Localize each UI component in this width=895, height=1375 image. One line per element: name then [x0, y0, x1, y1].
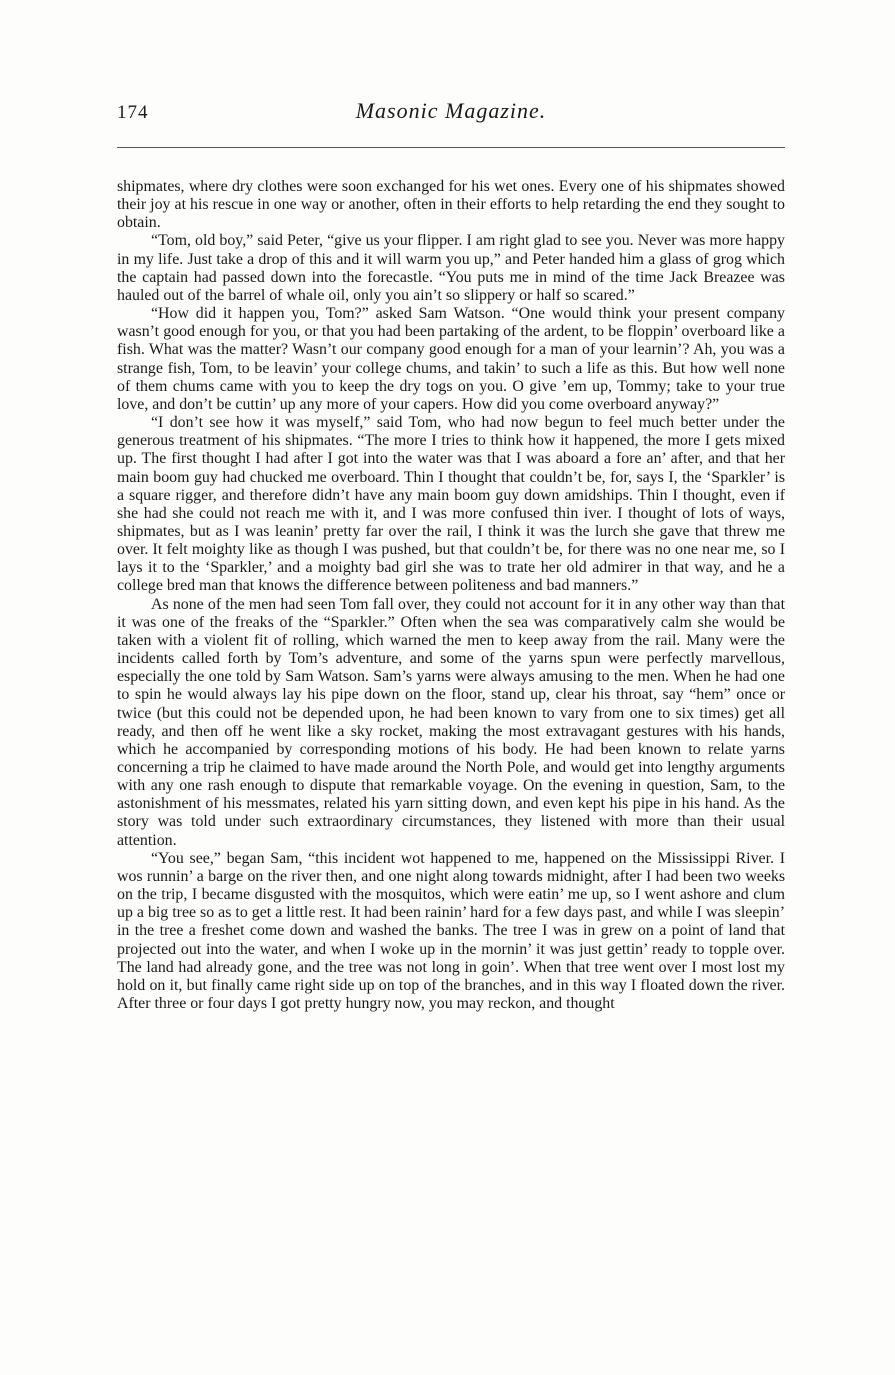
running-title: Masonic Magazine.	[355, 98, 547, 123]
paragraph: “Tom, old boy,” said Peter, “give us your flipper. I am right glad to see you. Never was more happy in my life. Just take a drop of this and it will warm you up,” and Peter handed him a glass of grog which the captain had passed down into the forecastle. “You puts me in mind of the time Jack Breazee was hauled out of the barrel of whale oil, only you ain’t so slippery or half so scared.”	[117, 232, 785, 304]
paragraph: shipmates, where dry clothes were soon exchanged for his wet ones. Every one of his shipmates showed their joy at his rescue in one way or another, often in their efforts to help retarding the end they sought to obtain.	[117, 178, 785, 232]
header-rule	[117, 147, 785, 148]
paragraph: As none of the men had seen Tom fall over, they could not account for it in any other way than that it was one of the freaks of the “Sparkler.” Often when the sea was comparatively calm she would be taken with a violent fit of rolling, which warned the men to keep away from the rail. Many were the incidents called forth by Tom’s adventure, and some of the yarns spun were perfectly marvellous, especially the one told by Sam Watson. Sam’s yarns were always amusing to the men. When he had one to spin he would always lay his pipe down on the floor, stand up, clear his throat, say “hem” once or twice (but this could not be depended upon, he had been known to vary from one to six times) get all ready, and then off he went like a sky rocket, making the most extravagant gestures with his hands, which he accompanied by corresponding motions of his body. He had been known to relate yarns concerning a trip he claimed to have made around the North Pole, and would get into lengthy arguments with any one rash enough to dispute that remarkable voyage. On the evening in question, Sam, to the astonishment of his messmates, related his yarn sitting down, and even kept his pipe in his hand. As the story was told under such extraordinary circumstances, they listened with more than their usual attention.	[117, 595, 785, 849]
paragraph: “How did it happen you, Tom?” asked Sam Watson. “One would think your present company wasn’t good enough for you, or that you had been partaking of the ardent, to be floppin’ overboard like a fish. What was the matter? Wasn’t our company good enough for a man of your learnin’? Ah, you was a strange fish, Tom, to be leavin’ your college chums, and takin’ to such a life as this. But how well none of them chums came with you to keep the dry togs on you. O give ’em up, Tommy; take to your true love, and don’t be cuttin’ up any more of your capers. How did you come overboard anyway?”	[117, 305, 785, 413]
page-header	[117, 98, 785, 128]
paragraph: “You see,” began Sam, “this incident wot happened to me, happened on the Mississippi River. I wos runnin’ a barge on the river then, and one night along towards midnight, after I had been two weeks on the trip, I became disgusted with the mosquitos, which were eatin’ me up, so I went ashore and clum up a big tree so as to get a little rest. It had been rainin’ hard for a few days past, and while I was sleepin’ in the tree a freshet come down and washed the banks. The tree I was in grew on a point of land that projected out into the water, and when I woke up in the mornin’ it was just gettin’ ready to topple over. The land had already gone, and the tree was not long in goin’. When that tree went over I most lost my hold on it, but finally came right side up on top of the branches, and in this way I floated down the river. After three or four days I got pretty hungry now, you may reckon, and thought	[117, 849, 785, 1013]
page-number: 174	[117, 102, 149, 123]
article-body	[117, 178, 785, 1013]
paragraph: “I don’t see how it was myself,” said Tom, who had now begun to feel much better under the generous treatment of his shipmates. “The more I tries to think how it happened, the more I gets mixed up. The first thought I had after I got into the water was that I was aboard a fore an’ after, and that her main boom guy had chucked me overboard. Thin I thought that couldn’t be, for, says I, the ‘Sparkler’ is a square rigger, and therefore didn’t have any main boom guy down amidships. Thin I thought, even if she had she could not reach me with it, and I was more confused thin iver. I thought of lots of ways, shipmates, but as I was leanin’ pretty far over the rail, I think it was the lurch she gave that threw me over. It felt moighty like as though I was pushed, but that couldn’t be, for there was no one near me, so I lays it to the ‘Sparkler,’ and a moighty bad girl she was to trate her old admirer in that way, and he a college bred man that knows the difference between politeness and bad manners.”	[117, 414, 785, 595]
